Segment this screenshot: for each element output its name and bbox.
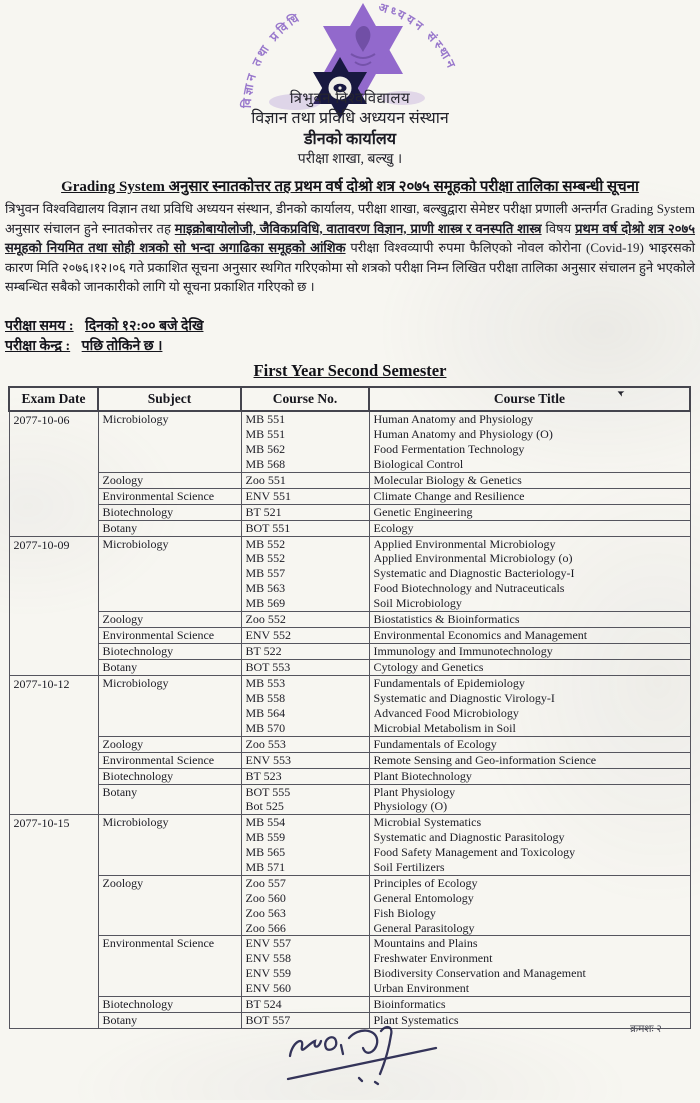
course-no: BOT 555 — [245, 784, 291, 799]
course-title: Molecular Biology & Genetics — [373, 472, 522, 487]
subject-cell: Botany — [98, 1013, 241, 1029]
course-no: Zoo 553 — [245, 736, 286, 751]
course-title: Cytology and Genetics — [373, 660, 484, 675]
course-no: ENV 552 — [245, 628, 291, 643]
course-no: ENV 551 — [245, 488, 291, 503]
course-title: Urban Environment — [373, 981, 470, 996]
course-no: BT 521 — [245, 504, 282, 519]
letterhead — [0, 92, 700, 167]
exam-time-line — [5, 317, 203, 336]
course-no: BOT 551 — [245, 520, 291, 535]
course-title: Systematic and Diagnostic Bacteriology-I — [373, 566, 575, 581]
course-title: Genetic Engineering — [373, 504, 473, 519]
course-title-cell — [369, 936, 690, 997]
course-no: MB 570 — [245, 720, 286, 735]
subject-cell: Zoology — [98, 612, 241, 628]
paragraph-segment: परीक्षा विश्वव्यापी रुपमा फैलिएको नोवल कोरोना (Covid-19) भाइरसको कारण मिति २०७६।१२।०६ गते प्रकाशित सूचना अनुसार स्थगित गरिएकोमा सो शत्रको परीक्षा निम्न लिखित परीक्षा तालिका अनुसार संचालन हुने भएकोले सम्बन्धित सबैको जानकारीको लागि यो सूचना प्रकाशित गरिएको छ । — [5, 240, 695, 295]
course-title: Human Anatomy and Physiology — [373, 412, 534, 426]
table-row — [9, 520, 690, 536]
course-no: MB 558 — [245, 690, 286, 705]
course-no: ENV 559 — [245, 966, 291, 981]
course-title-cell — [369, 660, 690, 676]
course-no-cell — [241, 488, 369, 504]
svg-text:अध्ययन संस्थान: अध्ययन संस्थान — [376, 2, 460, 73]
course-title-cell — [369, 997, 690, 1013]
course-title-cell — [369, 815, 690, 876]
notice-headline: Grading System अनुसार स्नातकोत्तर तह प्रथम वर्ष दोश्रो शत्र २०७५ समूहको परीक्षा तालिका सम्बन्धी सूचना — [61, 179, 639, 195]
course-no: Bot 525 — [245, 799, 284, 814]
course-title: Principles of Ecology — [373, 875, 478, 890]
course-no: BOT 553 — [245, 660, 291, 675]
course-title: Plant Systematics — [373, 1013, 459, 1028]
course-title-cell — [369, 676, 690, 737]
table-row — [9, 815, 690, 876]
university-name: त्रिभुवन विश्वविद्यालय — [289, 91, 411, 107]
table-row — [9, 936, 690, 997]
table-row — [9, 875, 690, 936]
paragraph-segment: प्रथम वर्ष दोश्रो शत्र २०७५ समूहको नियमित तथा सोही शत्रको सो भन्दा अगाढिका समूहको आंशिक — [5, 220, 696, 256]
course-no: Zoo 563 — [245, 905, 286, 920]
table-body — [9, 411, 690, 1029]
continuation-marker: क्रमशः २ — [630, 1024, 662, 1035]
course-title: Plant Biotechnology — [373, 768, 472, 783]
course-title-cell — [369, 752, 690, 768]
course-title-cell — [369, 612, 690, 628]
course-title: Food Biotechnology and Nutraceuticals — [373, 581, 565, 596]
course-no-cell — [241, 768, 369, 784]
course-title-cell — [369, 472, 690, 488]
course-no-cell — [241, 676, 369, 737]
course-no-cell — [241, 784, 369, 815]
course-no: MB 562 — [245, 441, 286, 456]
course-title: Remote Sensing and Geo-information Science — [373, 752, 597, 767]
course-no: BT 524 — [245, 997, 282, 1012]
subject-cell: Microbiology — [98, 815, 241, 876]
course-title: Freshwater Environment — [373, 951, 493, 966]
ink-mark: ➤ — [615, 386, 627, 400]
table-row — [9, 411, 690, 472]
table-row — [9, 997, 690, 1013]
course-title: Ecology — [373, 520, 414, 535]
subject-cell: Environmental Science — [98, 488, 241, 504]
exam-center-value: पछि तोकिने छ । — [81, 339, 163, 354]
course-title: Climate Change and Resilience — [373, 488, 525, 503]
notice-body-paragraph — [5, 199, 695, 297]
course-no: BT 523 — [245, 768, 282, 783]
subject-cell: Biotechnology — [98, 504, 241, 520]
paragraph-segment: माइक्रोबायोलोजी, जैविकप्रविधि, वातावरण विज्ञान, प्राणी शास्त्र र वनस्पति शास्त्र — [174, 220, 542, 236]
subject-cell: Microbiology — [98, 676, 241, 737]
table-row — [9, 736, 690, 752]
table-title: First Year Second Semester — [253, 361, 447, 380]
subject-cell: Biotechnology — [98, 644, 241, 660]
table-row — [9, 628, 690, 644]
table-row — [9, 676, 690, 737]
table-row — [9, 488, 690, 504]
subject-cell: Botany — [98, 660, 241, 676]
course-no: MB 564 — [245, 705, 286, 720]
course-title: Mountains and Plains — [373, 936, 478, 951]
svg-text:विज्ञान तथा प्रविधि: विज्ञान तथा प्रविधि — [239, 9, 305, 109]
paragraph-segment: त्रिभुवन विश्वविद्यालय विज्ञान तथा प्रविधि अध्ययन संस्थान, डीनको कार्यालय, परीक्षा शाखा, बल्खुद्वारा सेमेष्टर परीक्षा प्रणाली अन्तर्गत Grading System अनुसार संचालन हुने स्नातकोत्तर तह — [5, 201, 695, 236]
course-title: Plant Physiology — [373, 784, 456, 799]
course-no: MB 571 — [245, 860, 286, 875]
course-no-cell — [241, 997, 369, 1013]
course-no: MB 559 — [245, 830, 286, 845]
subject-cell: Zoology — [98, 472, 241, 488]
course-no: Zoo 552 — [245, 612, 286, 627]
course-no: MB 565 — [245, 845, 286, 860]
course-title-cell — [369, 628, 690, 644]
subject-cell: Microbiology — [98, 411, 241, 472]
course-title: Applied Environmental Microbiology — [373, 536, 556, 551]
course-title-cell — [369, 768, 690, 784]
course-no-cell — [241, 536, 369, 611]
exam-meta — [5, 317, 203, 357]
exam-date-cell: 2077-10-15 — [9, 815, 98, 1029]
institute-name: विज्ञान तथा प्रविधि अध्ययन संस्थान — [251, 110, 449, 127]
subject-cell: Biotechnology — [98, 997, 241, 1013]
course-no: MB 554 — [245, 815, 286, 830]
course-no: ENV 557 — [245, 936, 291, 951]
course-title-cell — [369, 736, 690, 752]
course-no: MB 552 — [245, 551, 286, 566]
subject-cell: Botany — [98, 784, 241, 815]
table-row — [9, 504, 690, 520]
course-title: Human Anatomy and Physiology (O) — [373, 426, 553, 441]
course-no: BOT 557 — [245, 1013, 291, 1028]
course-title-cell — [369, 504, 690, 520]
course-title: Fundamentals of Epidemiology — [373, 676, 525, 691]
course-no: MB 557 — [245, 566, 286, 581]
course-title: Advanced Food Microbiology — [373, 705, 519, 720]
course-no-cell — [241, 520, 369, 536]
course-title: Bioinformatics — [373, 997, 446, 1012]
subject-cell: Environmental Science — [98, 936, 241, 997]
course-no: MB 569 — [245, 596, 286, 611]
course-title: Systematic and Diagnostic Parasitology — [373, 830, 565, 845]
exam-time-value: दिनको १२:०० बजे देखि — [85, 319, 204, 334]
office-name: डीनको कार्यालय — [303, 131, 396, 148]
table-row — [9, 472, 690, 488]
course-no: ENV 560 — [245, 981, 291, 996]
subject-cell: Zoology — [98, 736, 241, 752]
course-no-cell — [241, 752, 369, 768]
course-no-cell — [241, 644, 369, 660]
course-title: Microbial Metabolism in Soil — [373, 720, 516, 735]
subject-cell: Botany — [98, 520, 241, 536]
course-no: ENV 553 — [245, 752, 291, 767]
exam-date-cell: 2077-10-06 — [9, 411, 98, 536]
course-title: Applied Environmental Microbiology (o) — [373, 551, 573, 566]
subject-cell: Biotechnology — [98, 768, 241, 784]
table-row — [9, 536, 690, 611]
course-title: Biological Control — [373, 456, 464, 471]
subject-cell: Environmental Science — [98, 628, 241, 644]
column-header-course-no: Course No. — [241, 387, 369, 411]
course-no: Zoo 557 — [245, 875, 286, 890]
course-no-cell — [241, 660, 369, 676]
course-title: Environmental Economics and Management — [373, 628, 588, 643]
course-title: Fish Biology — [373, 905, 436, 920]
course-title-cell — [369, 411, 690, 472]
table-row — [9, 660, 690, 676]
course-no-cell — [241, 472, 369, 488]
course-title-cell — [369, 488, 690, 504]
course-title: General Parasitology — [373, 920, 475, 935]
course-title: Biostatistics & Bioinformatics — [373, 612, 520, 627]
course-title: Food Safety Management and Toxicology — [373, 845, 576, 860]
course-no-cell — [241, 815, 369, 876]
course-title: Systematic and Diagnostic Virology-I — [373, 690, 555, 705]
course-no: Zoo 566 — [245, 920, 286, 935]
paragraph-segment: विषय — [541, 220, 576, 236]
exam-schedule-table — [8, 386, 691, 1029]
course-no: MB 553 — [245, 676, 286, 691]
course-title: Soil Fertilizers — [373, 860, 445, 875]
signature — [262, 1018, 482, 1103]
course-title: Microbial Systematics — [373, 815, 482, 830]
course-title: Biodiversity Conservation and Management — [373, 966, 586, 981]
subject-cell: Microbiology — [98, 536, 241, 611]
course-title-cell — [369, 644, 690, 660]
course-title: General Entomology — [373, 890, 474, 905]
course-no: Zoo 560 — [245, 890, 286, 905]
table-row — [9, 644, 690, 660]
section-name: परीक्षा शाखा, बल्खु । — [297, 152, 403, 167]
table-header-row — [9, 387, 690, 411]
table-row — [9, 612, 690, 628]
exam-center-line — [5, 337, 203, 356]
course-title-cell — [369, 520, 690, 536]
course-no: MB 568 — [245, 456, 286, 471]
table-row — [9, 768, 690, 784]
course-title: Immunology and Immunotechnology — [373, 644, 553, 659]
course-title-cell — [369, 875, 690, 936]
course-no-cell — [241, 736, 369, 752]
course-title: Fundamentals of Ecology — [373, 736, 497, 751]
course-no: ENV 558 — [245, 951, 291, 966]
course-title: Soil Microbiology — [373, 596, 462, 611]
column-header-exam-date: Exam Date — [9, 387, 98, 411]
signature-scribble-icon — [262, 1018, 482, 1098]
course-no: MB 551 — [245, 426, 286, 441]
course-title: Food Fermentation Technology — [373, 441, 525, 456]
course-no-cell — [241, 411, 369, 472]
course-title-cell — [369, 536, 690, 611]
course-no: MB 551 — [245, 412, 286, 426]
column-header-course-title: Course Title — [369, 387, 690, 411]
course-no-cell — [241, 612, 369, 628]
table-row — [9, 784, 690, 815]
course-no: MB 552 — [245, 536, 286, 551]
subject-cell: Environmental Science — [98, 752, 241, 768]
course-title-cell — [369, 784, 690, 815]
course-title: Physiology (O) — [373, 799, 448, 814]
column-header-subject: Subject — [98, 387, 241, 411]
course-no: MB 563 — [245, 581, 286, 596]
course-no: Zoo 551 — [245, 472, 286, 487]
course-no-cell — [241, 936, 369, 997]
course-no: BT 522 — [245, 644, 282, 659]
exam-date-cell: 2077-10-12 — [9, 676, 98, 815]
exam-center-label: परीक्षा केन्द्र : — [5, 339, 71, 354]
course-no-cell — [241, 628, 369, 644]
course-no-cell — [241, 875, 369, 936]
subject-cell: Zoology — [98, 875, 241, 936]
table-row — [9, 752, 690, 768]
course-no-cell — [241, 504, 369, 520]
exam-time-label: परीक्षा समय : — [5, 319, 74, 334]
exam-date-cell: 2077-10-09 — [9, 536, 98, 675]
